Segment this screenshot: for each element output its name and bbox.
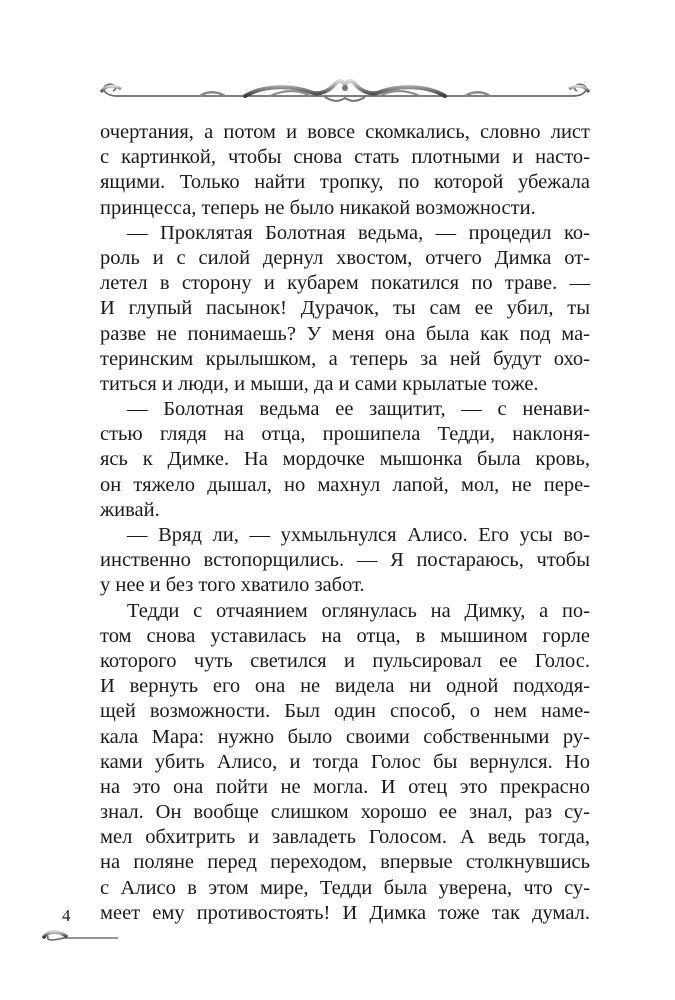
text-line: том снова уставилась на отца, в мышином горле xyxy=(100,624,590,647)
book-text-column xyxy=(100,120,590,926)
text-line: с Алисо в этом мире, Тедди была уверена, что су- xyxy=(100,876,590,899)
text-line: — Вряд ли, — ухмыльнулся Алисо. Его усы во- xyxy=(127,524,590,546)
bottom-flourish-ornament xyxy=(40,928,120,946)
page-number: 4 xyxy=(62,906,71,925)
text-line: знал. Он вообще слишком хорошо ее знал, раз су- xyxy=(100,801,590,824)
text-line: у нее и без того хватило забот. xyxy=(100,574,365,597)
text-line: И вернуть его она не видела ни одной подходя- xyxy=(100,675,590,698)
text-line: И глупый пасынок! Дурачок, ты сам ее убил, ты xyxy=(100,297,590,320)
text-line: меет ему противостоять! И Димка тоже так думал. xyxy=(100,901,590,924)
text-line: ясь к Димке. На мордочке мышонка была кровь, xyxy=(100,448,590,471)
text-line: кала Мара: нужно было своими собственными ру- xyxy=(100,725,590,748)
text-line: инственно встопорщились. — Я постараюсь, чтобы xyxy=(100,549,590,572)
text-line: мел обхитрить и завладеть Голосом. А ведь тогда, xyxy=(100,826,590,849)
text-line: летел в сторону и кубарем покатился по траве. — xyxy=(100,272,590,295)
text-line: щей возможности. Был один способ, о нем наме- xyxy=(100,700,590,723)
text-line: ками убить Алисо, и тогда Голос бы вернулся. Но xyxy=(100,750,590,773)
text-line: теринским крылышком, а теперь за ней будут охо- xyxy=(100,347,590,370)
text-line: на это она пойти не могла. И отец это прекрасно xyxy=(100,775,590,798)
text-line: стью глядя на отца, прошипела Тедди, наклоня- xyxy=(100,423,590,446)
text-line: живай. xyxy=(100,498,160,521)
text-line: он тяжело дышал, но махнул лапой, мол, не пере- xyxy=(100,473,590,496)
text-line: — Проклятая Болотная ведьма, — процедил ко- xyxy=(127,221,590,244)
text-line: ящими. Только найти тропку, по которой убежала xyxy=(100,171,590,194)
text-line: разве не понимаешь? У меня она была как под ма- xyxy=(100,322,590,345)
text-line: принцесса, теперь не было никакой возможности. xyxy=(100,196,536,219)
text-line: на поляне перед переходом, впервые столкнувшись xyxy=(100,851,590,874)
text-line: Тедди с отчаянием оглянулась на Димку, а по- xyxy=(127,599,590,622)
text-line: титься и люди, и мыши, да и сами крылатые тоже. xyxy=(100,372,539,395)
text-line: роль и с силой дернул хвостом, отчего Димка от- xyxy=(100,246,590,269)
text-line: которого чуть светился и пульсировал ее Голос. xyxy=(100,649,590,672)
text-line: с картинкой, чтобы снова стать плотными и насто- xyxy=(100,146,590,169)
text-line: — Болотная ведьма ее защитит, — с ненави- xyxy=(127,398,590,421)
top-flourish-ornament xyxy=(95,76,595,106)
text-line: очертания, а потом и вовсе скомкались, словно лист xyxy=(100,121,590,143)
